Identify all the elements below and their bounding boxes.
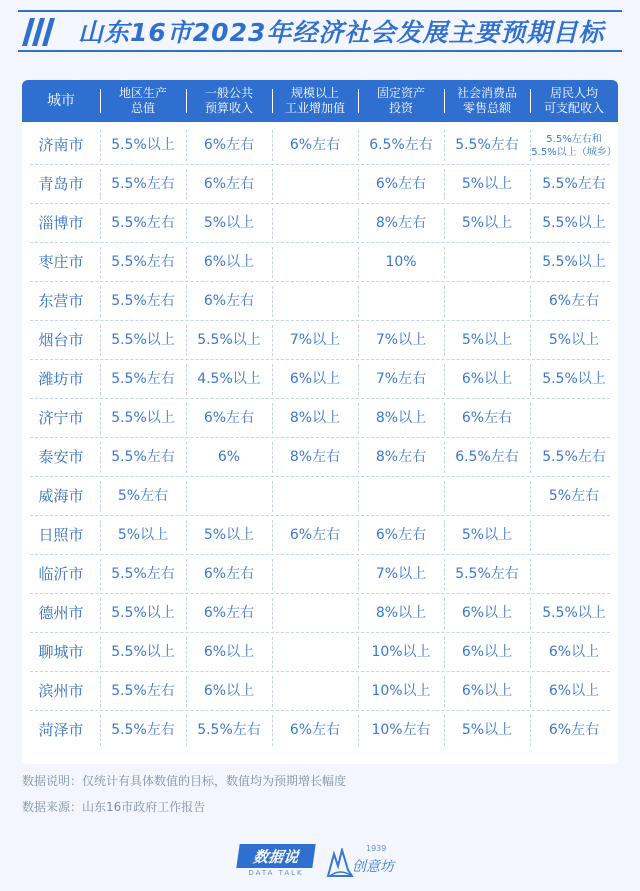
header-public-budget-revenue: 一般公共 预算收入 bbox=[186, 80, 272, 122]
value-cell: 5.5%左右 bbox=[100, 438, 186, 477]
value-cell: 5%左右 bbox=[100, 477, 186, 516]
value-cell: 6%左右 bbox=[530, 282, 618, 321]
city-cell: 滨州市 bbox=[38, 682, 84, 700]
value-cell: 6%左右 bbox=[358, 165, 444, 204]
value-cell: 6%左右 bbox=[186, 594, 272, 633]
table-row bbox=[22, 438, 618, 477]
table-row bbox=[22, 399, 618, 438]
value-cell: 10%以上 bbox=[358, 672, 444, 711]
table-row bbox=[22, 555, 618, 594]
value-cell: 6%以上 bbox=[186, 243, 272, 282]
city-cell: 青岛市 bbox=[38, 175, 84, 193]
table-row bbox=[22, 477, 618, 516]
table-row bbox=[22, 594, 618, 633]
value-cell: 6% bbox=[186, 438, 272, 477]
value-cell bbox=[444, 282, 530, 321]
city-cell: 济宁市 bbox=[38, 409, 84, 427]
table-row bbox=[22, 243, 618, 282]
value-cell: 5.5%左右 bbox=[100, 360, 186, 399]
table-row bbox=[22, 633, 618, 672]
table-row bbox=[22, 711, 618, 750]
value-cell: 5%以上 bbox=[444, 711, 530, 750]
value-cell: 5.5%以上 bbox=[186, 321, 272, 360]
city-cell: 日照市 bbox=[38, 526, 84, 544]
value-cell: 5.5%以上 bbox=[530, 594, 618, 633]
value-cell bbox=[272, 555, 358, 594]
table-row bbox=[22, 321, 618, 360]
city-cell: 泰安市 bbox=[38, 448, 84, 466]
value-cell: 5.5%左右 bbox=[444, 555, 530, 594]
table-row bbox=[22, 282, 618, 321]
value-cell: 8%以上 bbox=[272, 399, 358, 438]
data-explanation-note: 数据说明：仅统计有具体数值的目标，数值均为预期增长幅度 bbox=[22, 774, 347, 788]
value-cell: 6%左右 bbox=[444, 399, 530, 438]
value-cell bbox=[530, 399, 618, 438]
city-cell: 烟台市 bbox=[38, 331, 84, 349]
value-cell: 6%左右 bbox=[272, 711, 358, 750]
value-cell: 10%以上 bbox=[358, 633, 444, 672]
value-cell: 10% bbox=[358, 243, 444, 282]
value-cell: 5.5%以上 bbox=[100, 633, 186, 672]
city-cell: 枣庄市 bbox=[38, 253, 84, 271]
value-cell: 10%左右 bbox=[358, 711, 444, 750]
table-row bbox=[22, 360, 618, 399]
value-cell: 5.5%左右 bbox=[530, 165, 618, 204]
value-cell: 5%以上 bbox=[100, 516, 186, 555]
value-cell: 6%以上 bbox=[444, 633, 530, 672]
city-cell: 威海市 bbox=[38, 487, 84, 505]
value-cell: 5%以上 bbox=[186, 204, 272, 243]
value-cell: 6%左右 bbox=[530, 711, 618, 750]
city-cell: 潍坊市 bbox=[38, 370, 84, 388]
city-cell: 德州市 bbox=[38, 604, 84, 622]
value-cell: 5%以上 bbox=[186, 516, 272, 555]
value-cell bbox=[444, 477, 530, 516]
value-cell: 6%左右 bbox=[186, 126, 272, 165]
value-cell: 6%以上 bbox=[186, 672, 272, 711]
value-cell: 5.5%左右 bbox=[100, 555, 186, 594]
city-cell: 聊城市 bbox=[38, 643, 84, 661]
value-cell bbox=[272, 672, 358, 711]
value-cell: 5.5%左右 bbox=[100, 672, 186, 711]
value-cell: 6%左右 bbox=[272, 126, 358, 165]
value-cell: 6%左右 bbox=[186, 282, 272, 321]
value-cell: 6%以上 bbox=[186, 633, 272, 672]
value-cell: 5.5%左右 bbox=[100, 243, 186, 282]
value-cell: 6%以上 bbox=[530, 633, 618, 672]
page-title: 山东16市2023年经济社会发展主要预期目标 bbox=[78, 18, 605, 47]
value-cell: 6%左右 bbox=[186, 165, 272, 204]
value-cell: 6%以上 bbox=[444, 360, 530, 399]
header-city: 城市 bbox=[47, 92, 75, 109]
value-cell: 5.5%以上 bbox=[530, 204, 618, 243]
table-row bbox=[22, 204, 618, 243]
value-cell bbox=[272, 633, 358, 672]
data-talk-logo bbox=[238, 844, 314, 878]
data-source-note: 数据来源：山东16市政府工作报告 bbox=[22, 800, 206, 814]
stripe-decoration-icon bbox=[16, 18, 56, 46]
value-cell: 7%以上 bbox=[358, 321, 444, 360]
partner-year: 1939 bbox=[366, 844, 387, 853]
targets-table bbox=[22, 80, 618, 764]
value-cell: 6.5%左右 bbox=[444, 438, 530, 477]
value-cell: 5%左右 bbox=[530, 477, 618, 516]
value-cell: 5.5%左右 bbox=[100, 204, 186, 243]
header-gdp: 地区生产 总值 bbox=[100, 80, 186, 122]
header-fixed-asset-investment: 固定资产 投资 bbox=[358, 80, 444, 122]
value-cell: 8%以上 bbox=[358, 594, 444, 633]
city-cell: 临沂市 bbox=[38, 565, 84, 583]
table-header-row bbox=[22, 80, 618, 122]
value-cell bbox=[272, 204, 358, 243]
value-cell: 5.5%以上 bbox=[100, 321, 186, 360]
value-cell bbox=[272, 594, 358, 633]
value-cell bbox=[272, 282, 358, 321]
value-cell: 8%左右 bbox=[358, 438, 444, 477]
value-cell: 6.5%左右 bbox=[358, 126, 444, 165]
header-disposable-income: 居民人均 可支配收入 bbox=[530, 80, 618, 122]
value-cell: 5.5%左右 bbox=[100, 711, 186, 750]
value-cell: 5.5%以上 bbox=[530, 360, 618, 399]
table-body bbox=[22, 126, 618, 750]
value-cell: 5.5%左右 bbox=[100, 165, 186, 204]
value-cell bbox=[530, 516, 618, 555]
value-cell bbox=[358, 282, 444, 321]
table-row bbox=[22, 672, 618, 711]
city-cell: 淄博市 bbox=[38, 214, 84, 232]
value-cell: 5.5%左右和 5.5%以上（城乡） bbox=[530, 126, 618, 165]
value-cell: 5%以上 bbox=[530, 321, 618, 360]
wave-logo-icon bbox=[326, 848, 354, 878]
value-cell: 5.5%左右 bbox=[186, 711, 272, 750]
value-cell: 6%左右 bbox=[186, 399, 272, 438]
value-cell: 7%以上 bbox=[272, 321, 358, 360]
value-cell: 6%左右 bbox=[186, 555, 272, 594]
city-cell: 东营市 bbox=[38, 292, 84, 310]
city-cell: 菏泽市 bbox=[38, 721, 84, 739]
value-cell: 5%以上 bbox=[444, 165, 530, 204]
title-banner bbox=[18, 10, 622, 52]
value-cell: 6%以上 bbox=[444, 672, 530, 711]
partner-name: 创意坊 bbox=[352, 859, 394, 875]
value-cell: 5%以上 bbox=[444, 204, 530, 243]
value-cell: 5.5%以上 bbox=[100, 399, 186, 438]
value-cell: 7%左右 bbox=[358, 360, 444, 399]
value-cell: 8%左右 bbox=[272, 438, 358, 477]
value-cell: 5.5%左右 bbox=[100, 282, 186, 321]
table-row bbox=[22, 126, 618, 165]
value-cell: 5.5%左右 bbox=[444, 126, 530, 165]
value-cell bbox=[530, 555, 618, 594]
value-cell: 5.5%以上 bbox=[100, 594, 186, 633]
value-cell bbox=[272, 243, 358, 282]
value-cell: 8%以上 bbox=[358, 399, 444, 438]
value-cell: 5%以上 bbox=[444, 516, 530, 555]
data-talk-logo-mark: 数据说 bbox=[236, 844, 315, 868]
value-cell: 5.5%以上 bbox=[100, 126, 186, 165]
value-cell bbox=[272, 165, 358, 204]
header-retail-sales: 社会消费品 零售总额 bbox=[444, 80, 530, 122]
value-cell bbox=[186, 477, 272, 516]
value-cell: 6%左右 bbox=[358, 516, 444, 555]
table-row bbox=[22, 516, 618, 555]
value-cell bbox=[444, 243, 530, 282]
value-cell: 8%左右 bbox=[358, 204, 444, 243]
value-cell: 5.5%以上 bbox=[530, 243, 618, 282]
table-row bbox=[22, 165, 618, 204]
header-industrial-added-value: 规模以上 工业增加值 bbox=[272, 80, 358, 122]
value-cell: 6%以上 bbox=[530, 672, 618, 711]
value-cell: 6%以上 bbox=[444, 594, 530, 633]
city-cell: 济南市 bbox=[38, 136, 84, 154]
value-cell: 5.5%左右 bbox=[530, 438, 618, 477]
value-cell: 4.5%以上 bbox=[186, 360, 272, 399]
value-cell bbox=[272, 477, 358, 516]
value-cell bbox=[358, 477, 444, 516]
value-cell: 6%以上 bbox=[272, 360, 358, 399]
chuangyifang-logo bbox=[326, 840, 416, 880]
value-cell: 6%左右 bbox=[272, 516, 358, 555]
data-talk-logo-subtitle: DATA TALK bbox=[248, 869, 304, 877]
value-cell: 5%以上 bbox=[444, 321, 530, 360]
value-cell: 7%以上 bbox=[358, 555, 444, 594]
